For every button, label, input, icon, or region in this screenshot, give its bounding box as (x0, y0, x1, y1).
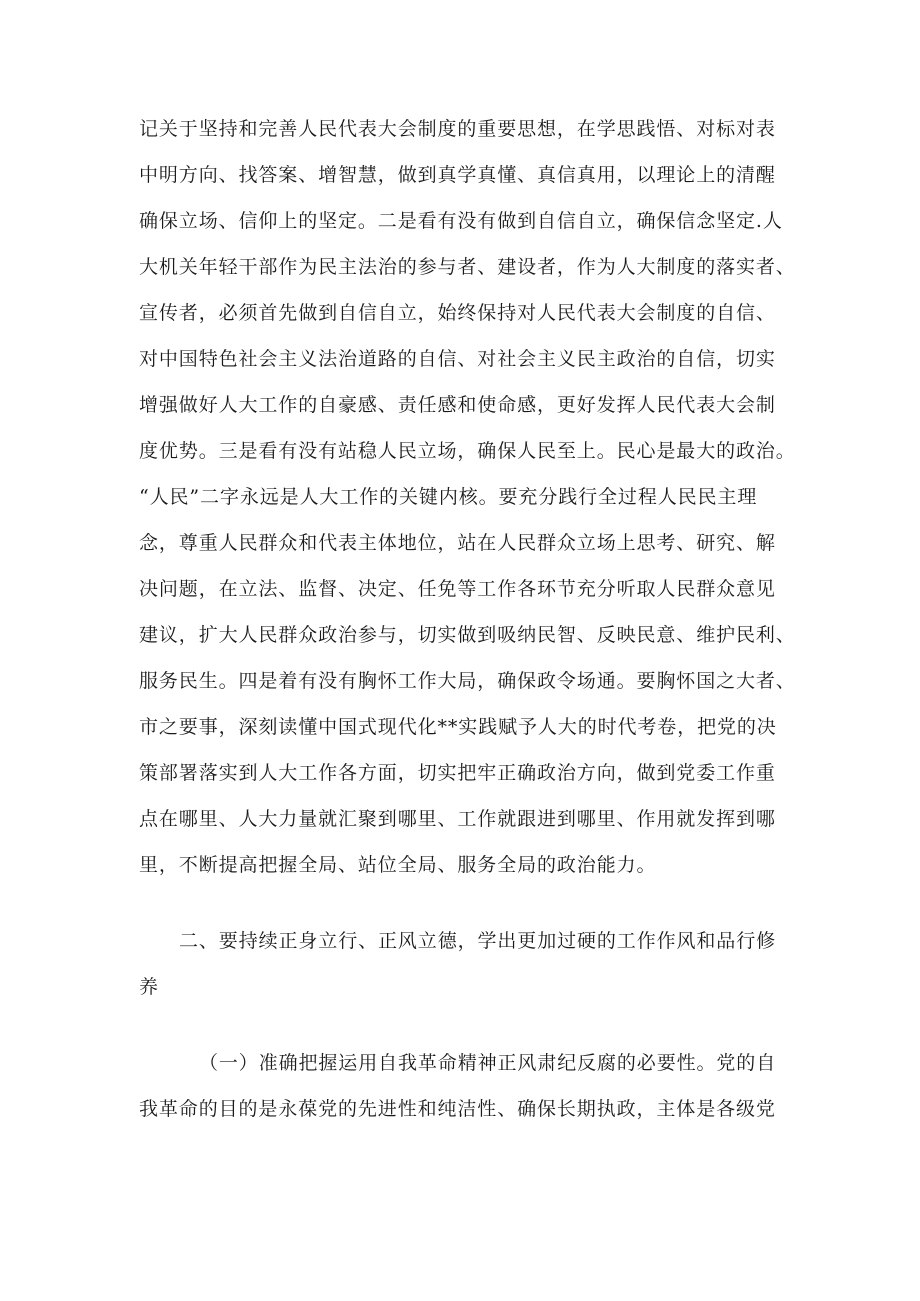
paragraph-line: 宣传者，必须首先做到自信自立，始终保持对人民代表大会制度的自信、 (139, 302, 776, 324)
paragraph-line: 决问题，在立法、监督、决定、任免等工作各环节充分听取人民群众意见 (139, 578, 776, 600)
paragraph-line: 策部署落实到人大工作各方面，切实把牢正确政治方向，做到党委工作重 (139, 762, 776, 784)
paragraph-line: 中明方向、找答案、增智慧，做到真学真懂、真信真用，以理论上的清醒 (139, 164, 776, 186)
paragraph-line: 念，尊重人民群众和代表主体地位，站在人民群众立场上思考、研究、解 (139, 532, 776, 554)
paragraph-line: 度优势。三是看有没有站稳人民立场，确保人民至上。民心是最大的政治。 (139, 440, 796, 462)
paragraph-line: 记关于坚持和完善人民代表大会制度的重要思想，在学思践悟、对标对表 (139, 118, 776, 140)
paragraph-line: 市之要事，深刻读懂中国式现代化**实践赋予人大的时代考卷，把党的决 (139, 716, 777, 738)
paragraph-line: 确保立场、信仰上的坚定。二是看有没有做到自信自立，确保信念坚定.人 (139, 210, 783, 232)
paragraph-line: 点在哪里、人大力量就汇聚到哪里、工作就跟进到哪里、作用就发挥到哪 (139, 808, 776, 830)
paragraph-line: 里，不断提高把握全局、站位全局、服务全局的政治能力。 (139, 854, 657, 876)
section-heading: 二、要持续正身立行、正风立德，学出更加过硬的工作作风和品行修 (179, 930, 777, 952)
paragraph-line: 对中国特色社会主义法治道路的自信、对社会主义民主政治的自信，切实 (139, 348, 776, 370)
section-heading-continued: 养 (139, 976, 159, 998)
paragraph-line: 大机关年轻干部作为民主法治的参与者、建设者，作为人大制度的落实者、 (139, 256, 796, 278)
paragraph-line: “人民”二字永远是人大工作的关键内核。要充分践行全过程人民民主理 (139, 486, 758, 508)
subsection-line: 我革命的目的是永葆党的先进性和纯洁性、确保长期执政，主体是各级党 (139, 1098, 776, 1120)
subsection-line: （一）准确把握运用自我革命精神正风肃纪反腐的必要性。党的自 (199, 1052, 777, 1074)
paragraph-line: 增强做好人大工作的自豪感、责任感和使命感，更好发挥人民代表大会制 (139, 394, 776, 416)
paragraph-line: 建议，扩大人民群众政治参与，切实做到吸纳民智、反映民意、维护民利、 (139, 624, 796, 646)
paragraph-line: 服务民生。四是着有没有胸怀工作大局，确保政令场通。要胸怀国之大者、 (139, 670, 796, 692)
